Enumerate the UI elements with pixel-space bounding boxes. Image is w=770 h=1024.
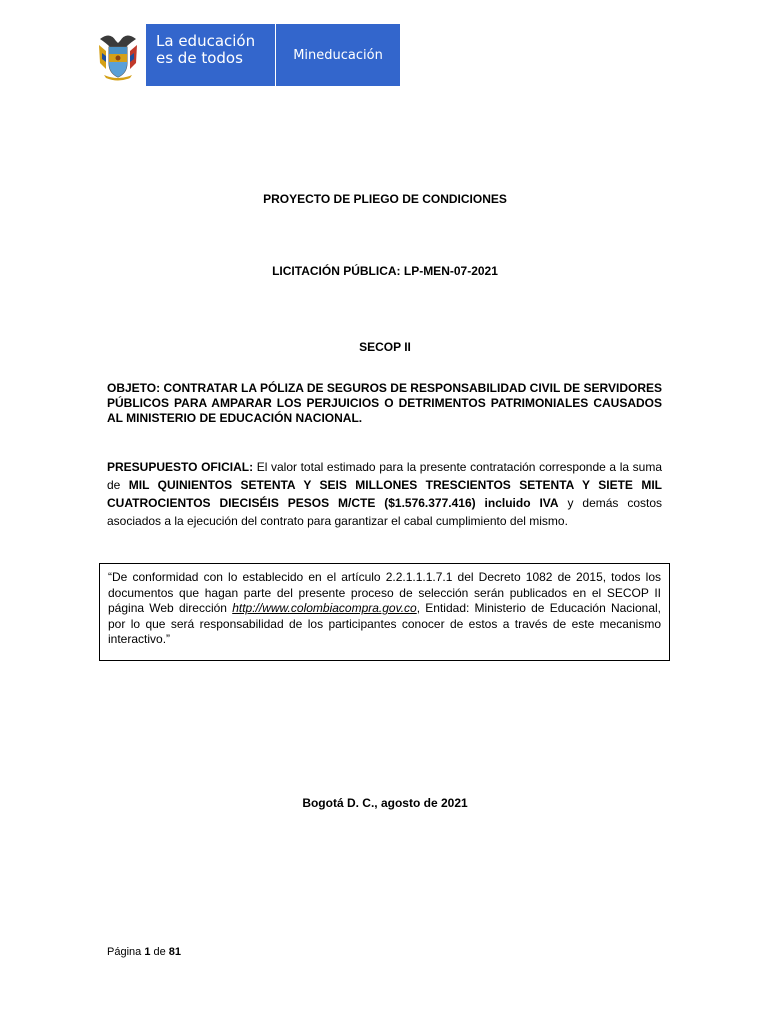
page-number: 1	[144, 946, 151, 958]
platform-label: SECOP II	[359, 340, 411, 354]
presupuesto-text-1: El valor total estimado para la presente contratación corresponde a la suma de	[107, 460, 662, 492]
place-date: Bogotá D. C., agosto de 2021	[302, 796, 468, 810]
banner-brand: Mineducación	[293, 47, 383, 63]
header-banner	[89, 24, 400, 86]
colombiacompra-link[interactable]: http://www.colombiacompra.gov.co	[232, 601, 417, 615]
page-label: Página	[107, 946, 145, 958]
document-title: PROYECTO DE PLIEGO DE CONDICIONES	[263, 192, 507, 206]
of-label: de	[150, 946, 169, 958]
total-pages: 81	[168, 946, 182, 958]
presupuesto-paragraph	[107, 458, 662, 530]
notice-text-2: , Entidad: Ministerio de Educación Nacional, por lo que será responsabilidad de los participantes conocer de estos a través de este mecanismo interactivo.”	[108, 601, 661, 646]
banner-line-1: La educación	[156, 32, 256, 50]
secop-notice-box	[99, 563, 670, 661]
presupuesto-label: PRESUPUESTO OFICIAL:	[107, 460, 254, 474]
notice-text-1: “De conformidad con lo establecido en el artículo 2.2.1.1.1.7.1 del Decreto 1082 de 2015, todos los documentos que hagan parte del presente proceso de selección serán publicados en el SECOP II página Web dirección	[108, 570, 661, 615]
presupuesto-amount: MIL QUINIENTOS SETENTA Y SEIS MILLONES TRESCIENTOS SETENTA Y SIETE MIL CUATROCIENTOS DIECISÉIS PESOS M/CTE ($1.576.377.416) incluido IVA	[107, 478, 662, 510]
banner-slogan	[146, 24, 276, 86]
objeto-paragraph: OBJETO: CONTRATAR LA PÓLIZA DE SEGUROS DE RESPONSABILIDAD CIVIL DE SERVIDORES PÚBLICOS PARA AMPARAR LOS PERJUICIOS O DETRIMENTOS PATRIMONIALES CAUSADOS AL MINISTERIO DE EDUCACIÓN NACIONAL.	[107, 381, 662, 425]
banner-line-2: es de todos	[156, 49, 243, 67]
licitacion-number: LICITACIÓN PÚBLICA: LP-MEN-07-2021	[272, 264, 498, 278]
crest-container	[89, 24, 146, 86]
presupuesto-text-2: y demás costos asociados a la ejecución del contrato para garantizar el cabal cumplimiento del mismo.	[107, 496, 663, 528]
colombia-coat-of-arms-icon	[96, 29, 140, 81]
page-footer	[107, 946, 181, 958]
